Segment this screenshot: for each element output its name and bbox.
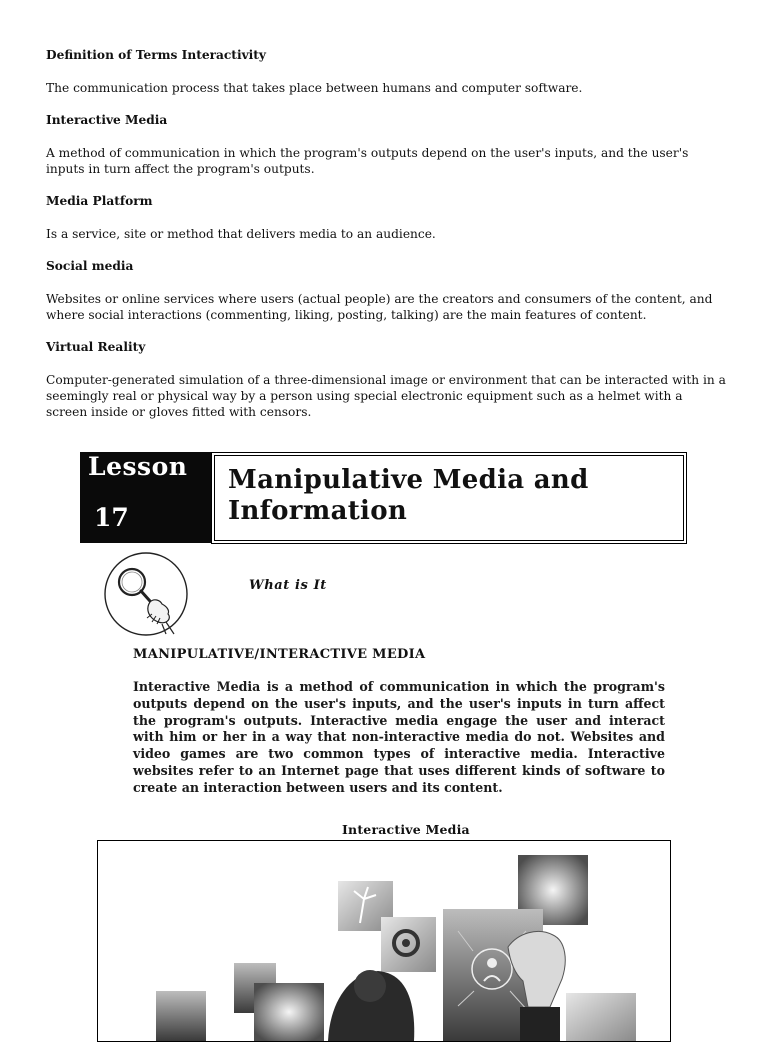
lesson-number: 17	[94, 503, 129, 532]
magnifying-glass-in-hand-icon	[100, 552, 192, 636]
lesson-title	[228, 465, 589, 527]
tile-people	[156, 991, 206, 1041]
interactive-media-figure	[97, 840, 671, 1042]
term-interactive-media: Interactive Media	[46, 113, 168, 127]
definitions-heading-desc: The communication process that takes place between humans and computer software.	[46, 81, 583, 95]
desc-social-media: Websites or online services where users (actual people) are the creators and consumers of the content, and where social interactions (commenting, liking, posting, talking) are the main features of content.	[46, 292, 713, 322]
definitions-heading: Definition of Terms Interactivity	[46, 48, 266, 62]
term-social-media: Social media	[46, 259, 134, 273]
desc-virtual-reality: Computer-generated simulation of a three-dimensional image or environment that can be interacted with in a seemingly real or physical way by a person using special electronic equipment such as a helmet with a screen inside or gloves fitted with censors.	[46, 373, 726, 419]
what-is-it-label: What is It	[249, 578, 327, 593]
figure-caption: Interactive Media	[342, 822, 470, 837]
desc-media-platform: Is a service, site or method that delivers media to an audience.	[46, 227, 436, 241]
section-heading: MANIPULATIVE/INTERACTIVE MEDIA	[133, 647, 426, 662]
lesson-title-box	[211, 452, 687, 544]
tile-puzzle-left	[254, 983, 324, 1041]
lesson-title-line1: Manipulative Media and	[228, 465, 589, 495]
lesson-word: Lesson	[88, 452, 188, 481]
definitions-section	[46, 47, 726, 436]
section-paragraph: Interactive Media is a method of communication in which the program's outputs depend on the user's inputs, and the user's inputs in turn affect the program's outputs. Interactive media engage the user and interact with him or her in a way that non-interactive media do not. Websites and video games are two common types of interactive media. Interactive websites refer to an Internet page that uses different kinds of software to create an interaction between users and its content.	[133, 679, 665, 795]
interactive-media-collage	[98, 841, 670, 1041]
lesson-badge	[80, 452, 213, 543]
tile-right-bottom	[566, 993, 636, 1041]
term-virtual-reality: Virtual Reality	[46, 340, 146, 354]
desc-interactive-media: A method of communication in which the program's outputs depend on the user's inputs, and the user's inputs in turn affect the program's outputs.	[46, 146, 689, 176]
term-media-platform: Media Platform	[46, 194, 153, 208]
lesson-title-line2: Information	[228, 496, 408, 526]
